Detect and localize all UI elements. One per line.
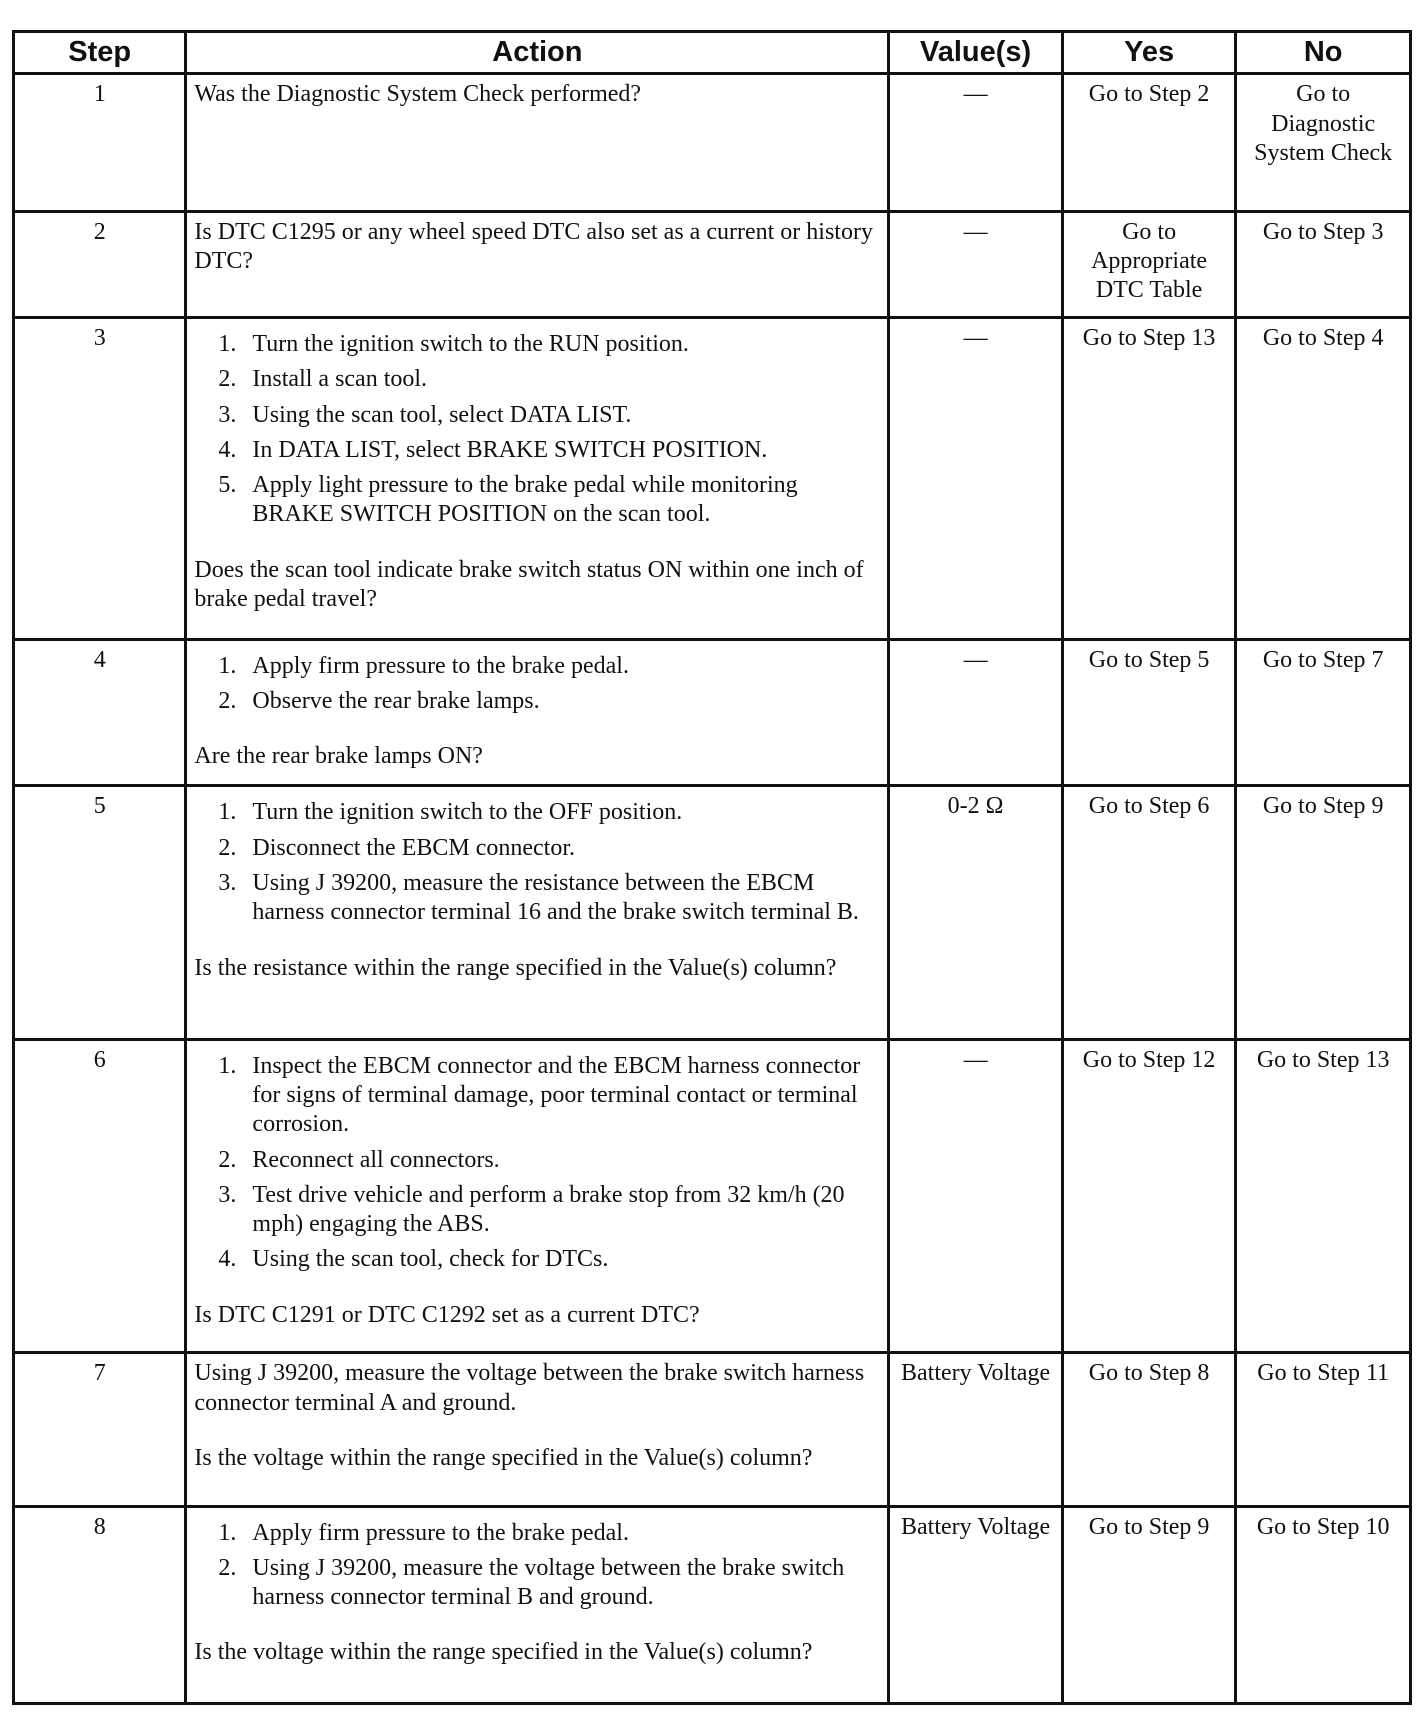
header-yes: Yes xyxy=(1062,32,1236,74)
action-step-item xyxy=(194,834,880,863)
action-step-text: In DATA LIST, select BRAKE SWITCH POSITION. xyxy=(252,436,768,463)
step-number: 5 xyxy=(14,786,186,1039)
header-values: Value(s) xyxy=(889,32,1063,74)
action-step-item xyxy=(194,1146,880,1175)
action-step-text: Observe the rear brake lamps. xyxy=(252,688,540,715)
action-step-number: 3. xyxy=(218,870,237,896)
step-number: 2 xyxy=(14,211,186,317)
action-step-item xyxy=(194,687,880,716)
table-row xyxy=(14,1039,1411,1353)
action-step-item xyxy=(194,471,880,530)
action-question: Is the resistance within the range specified in the Value(s) column? xyxy=(194,954,837,981)
action-step-item xyxy=(194,869,880,928)
action-step-item xyxy=(194,365,880,394)
action-step-text: Disconnect the EBCM connector. xyxy=(252,834,576,861)
action-steps-list xyxy=(194,1052,880,1275)
yes-cell: Go to Step 6 xyxy=(1062,786,1236,1039)
action-step-item xyxy=(194,1519,880,1548)
action-step-item xyxy=(194,1554,880,1613)
action-step-number: 1. xyxy=(218,330,237,357)
value-cell: 0-2 Ω xyxy=(889,786,1063,1039)
action-text: Using J 39200, measure the voltage between the brake switch harness connector terminal A and ground. xyxy=(194,1360,865,1416)
value-cell: — xyxy=(889,74,1063,211)
action-cell xyxy=(186,639,889,786)
action-text: Was the Diagnostic System Check performed? xyxy=(194,81,642,108)
step-number: 6 xyxy=(14,1039,186,1353)
action-text: Is DTC C1295 or any wheel speed DTC also set as a current or history DTC? xyxy=(194,218,873,274)
table-row xyxy=(14,74,1411,211)
table-row xyxy=(14,211,1411,317)
yes-cell: Go to Step 2 xyxy=(1062,74,1236,211)
step-number: 8 xyxy=(14,1506,186,1703)
action-step-text: Using the scan tool, check for DTCs. xyxy=(252,1246,609,1273)
action-step-item xyxy=(194,1181,880,1240)
action-step-item xyxy=(194,798,880,827)
action-question: Is the voltage within the range specified in the Value(s) column? xyxy=(194,1445,813,1471)
action-steps-list xyxy=(194,1519,880,1613)
action-step-item xyxy=(194,401,880,430)
header-no: No xyxy=(1236,32,1411,74)
yes-cell: Go to Step 13 xyxy=(1062,317,1236,639)
action-step-text: Apply firm pressure to the brake pedal. xyxy=(252,652,629,679)
value-cell: Battery Voltage xyxy=(889,1353,1063,1506)
step-number: 3 xyxy=(14,317,186,639)
no-cell: Go to Step 3 xyxy=(1236,211,1411,317)
action-cell xyxy=(186,211,889,317)
action-step-number: 2. xyxy=(218,1146,237,1173)
action-steps-list xyxy=(194,652,880,717)
action-step-text: Test drive vehicle and perform a brake stop from 32 km/h (20 mph) engaging the ABS. xyxy=(252,1181,845,1238)
action-question: Is the voltage within the range specified in the Value(s) column? xyxy=(194,1639,813,1666)
action-step-item xyxy=(194,1245,880,1274)
action-cell xyxy=(186,317,889,639)
action-step-text: Apply firm pressure to the brake pedal. xyxy=(252,1519,629,1546)
action-step-number: 1. xyxy=(218,799,237,826)
action-step-text: Turn the ignition switch to the OFF position. xyxy=(252,799,683,826)
action-step-text: Inspect the EBCM connector and the EBCM harness connector for signs of terminal damage, poor terminal contact or terminal corrosion. xyxy=(252,1052,861,1138)
action-step-text: Using J 39200, measure the resistance between the EBCM harness connector terminal 16 and the brake switch terminal B. xyxy=(252,870,859,926)
action-step-number: 2. xyxy=(218,834,237,861)
header-action: Action xyxy=(186,32,889,74)
yes-cell: Go to Appropriate DTC Table xyxy=(1062,211,1236,317)
action-step-number: 2. xyxy=(218,366,237,393)
yes-cell: Go to Step 8 xyxy=(1062,1353,1236,1506)
action-steps-list xyxy=(194,798,880,927)
action-step-number: 3. xyxy=(218,401,237,428)
no-cell: Go to Step 4 xyxy=(1236,317,1411,639)
action-step-number: 4. xyxy=(218,436,237,463)
action-step-number: 1. xyxy=(218,1519,237,1546)
action-question: Are the rear brake lamps ON? xyxy=(194,743,483,770)
value-cell: — xyxy=(889,1039,1063,1353)
no-cell: Go to Step 9 xyxy=(1236,786,1411,1039)
table-row xyxy=(14,786,1411,1039)
yes-cell: Go to Step 9 xyxy=(1062,1506,1236,1703)
no-cell: Go to Step 10 xyxy=(1236,1506,1411,1703)
action-step-number: 4. xyxy=(218,1246,237,1273)
action-steps-list xyxy=(194,330,880,530)
no-cell: Go to Step 13 xyxy=(1236,1039,1411,1353)
table-body xyxy=(14,74,1411,1704)
action-step-item xyxy=(194,1052,880,1140)
table-row xyxy=(14,1506,1411,1703)
action-step-number: 2. xyxy=(218,1554,237,1581)
action-step-text: Reconnect all connectors. xyxy=(252,1146,500,1173)
value-cell: Battery Voltage xyxy=(889,1506,1063,1703)
action-step-number: 5. xyxy=(218,472,237,499)
action-step-text: Using the scan tool, select DATA LIST. xyxy=(252,401,632,428)
no-cell: Go to Step 11 xyxy=(1236,1353,1411,1506)
action-cell xyxy=(186,74,889,211)
action-cell xyxy=(186,1039,889,1353)
action-step-number: 1. xyxy=(218,652,237,679)
table-row xyxy=(14,639,1411,786)
action-step-number: 2. xyxy=(218,688,237,715)
value-cell: — xyxy=(889,639,1063,786)
step-number: 4 xyxy=(14,639,186,786)
action-cell xyxy=(186,1506,889,1703)
table-row xyxy=(14,317,1411,639)
header-row xyxy=(14,32,1411,74)
action-question: Is DTC C1291 or DTC C1292 set as a current DTC? xyxy=(194,1301,700,1328)
action-step-item xyxy=(194,436,880,465)
action-step-text: Install a scan tool. xyxy=(252,366,428,393)
yes-cell: Go to Step 12 xyxy=(1062,1039,1236,1353)
table-row xyxy=(14,1353,1411,1506)
value-cell: — xyxy=(889,317,1063,639)
no-cell: Go to Step 7 xyxy=(1236,639,1411,786)
step-number: 7 xyxy=(14,1353,186,1506)
action-cell xyxy=(186,1353,889,1506)
header-step: Step xyxy=(14,32,186,74)
action-step-text: Turn the ignition switch to the RUN position. xyxy=(252,330,689,357)
action-question: Does the scan tool indicate brake switch status ON within one inch of brake pedal travel? xyxy=(194,556,864,612)
action-step-item xyxy=(194,652,880,681)
action-step-text: Using J 39200, measure the voltage between the brake switch harness connector terminal B and ground. xyxy=(252,1554,845,1611)
diagnostic-table xyxy=(12,30,1412,1705)
value-cell: — xyxy=(889,211,1063,317)
action-step-number: 3. xyxy=(218,1181,237,1208)
yes-cell: Go to Step 5 xyxy=(1062,639,1236,786)
action-step-number: 1. xyxy=(218,1052,237,1079)
step-number: 1 xyxy=(14,74,186,211)
action-step-item xyxy=(194,330,880,359)
action-cell xyxy=(186,786,889,1039)
no-cell: Go to Diagnostic System Check xyxy=(1236,74,1411,211)
action-step-text: Apply light pressure to the brake pedal while monitoring BRAKE SWITCH POSITION on the scan tool. xyxy=(252,472,798,528)
